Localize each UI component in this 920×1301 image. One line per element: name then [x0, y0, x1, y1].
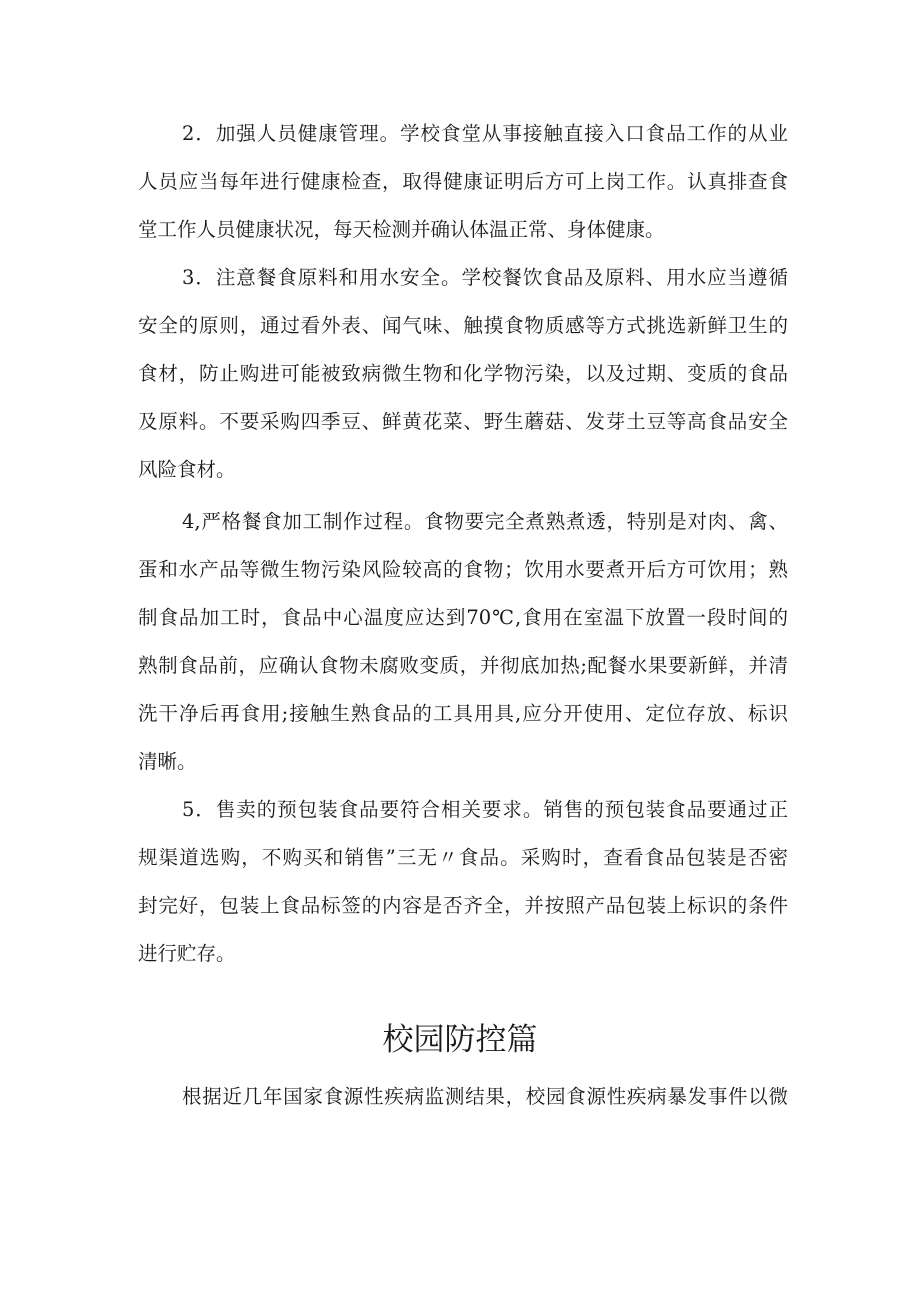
paragraph-4-line-5: 洗干净后再食用;接触生熟食品的工具用具,应分开使用、定位存放、标识: [138, 702, 788, 725]
paragraph-5-line-1: 5．售卖的预包装食品要符合相关要求。销售的预包装食品要通过正: [182, 798, 788, 821]
section-paragraph-line-1: 根据近几年国家食源性疾病监测结果，校园食源性疾病暴发事件以微: [182, 1085, 788, 1108]
paragraph-5-line-4: 进行贮存。: [138, 942, 236, 965]
paragraph-5-line-2: 规渠道选购，不购买和销售”三无〃食品。采购时，查看食品包装是否密: [138, 846, 788, 869]
paragraph-3-line-2: 安全的原则，通过看外表、闻气味、触摸食物质感等方式挑选新鲜卫生的: [138, 314, 788, 337]
paragraph-4-line-1: 4,严格餐食加工制作过程。食物要完全煮熟煮透，特别是对肉、禽、: [182, 510, 788, 533]
paragraph-2-line-3: 堂工作人员健康状况，每天检测并确认体温正常、身体健康。: [138, 218, 665, 241]
paragraph-3-line-5: 风险食材。: [138, 458, 236, 481]
paragraph-4-line-4: 熟制食品前，应确认食物未腐败变质，并彻底加热;配餐水果要新鲜，并清: [138, 654, 788, 677]
paragraph-3-line-4: 及原料。不要采购四季豆、鲜黄花菜、野生蘑菇、发芽土豆等高食品安全: [138, 410, 788, 433]
paragraph-2-line-2: 人员应当每年进行健康检查，取得健康证明后方可上岗工作。认真排查食: [138, 170, 788, 193]
paragraph-3-line-1: 3．注意餐食原料和用水安全。学校餐饮食品及原料、用水应当遵循: [182, 266, 788, 289]
paragraph-2-line-1: 2．加强人员健康管理。学校食堂从事接触直接入口食品工作的从业: [182, 122, 788, 145]
paragraph-4-line-3: 制食品加工时，食品中心温度应达到70℃,食用在室温下放置一段时间的: [138, 606, 788, 629]
paragraph-4-line-2: 蛋和水产品等微生物污染风险较高的食物；饮用水要煮开后方可饮用；熟: [138, 558, 788, 581]
paragraph-4-line-6: 清晰。: [138, 750, 197, 773]
paragraph-3-line-3: 食材，防止购进可能被致病微生物和化学物污染，以及过期、变质的食品: [138, 362, 788, 385]
section-heading: 校园防控篇: [382, 1022, 538, 1058]
paragraph-5-line-3: 封完好，包装上食品标签的内容是否齐全，并按照产品包装上标识的条件: [138, 894, 788, 917]
